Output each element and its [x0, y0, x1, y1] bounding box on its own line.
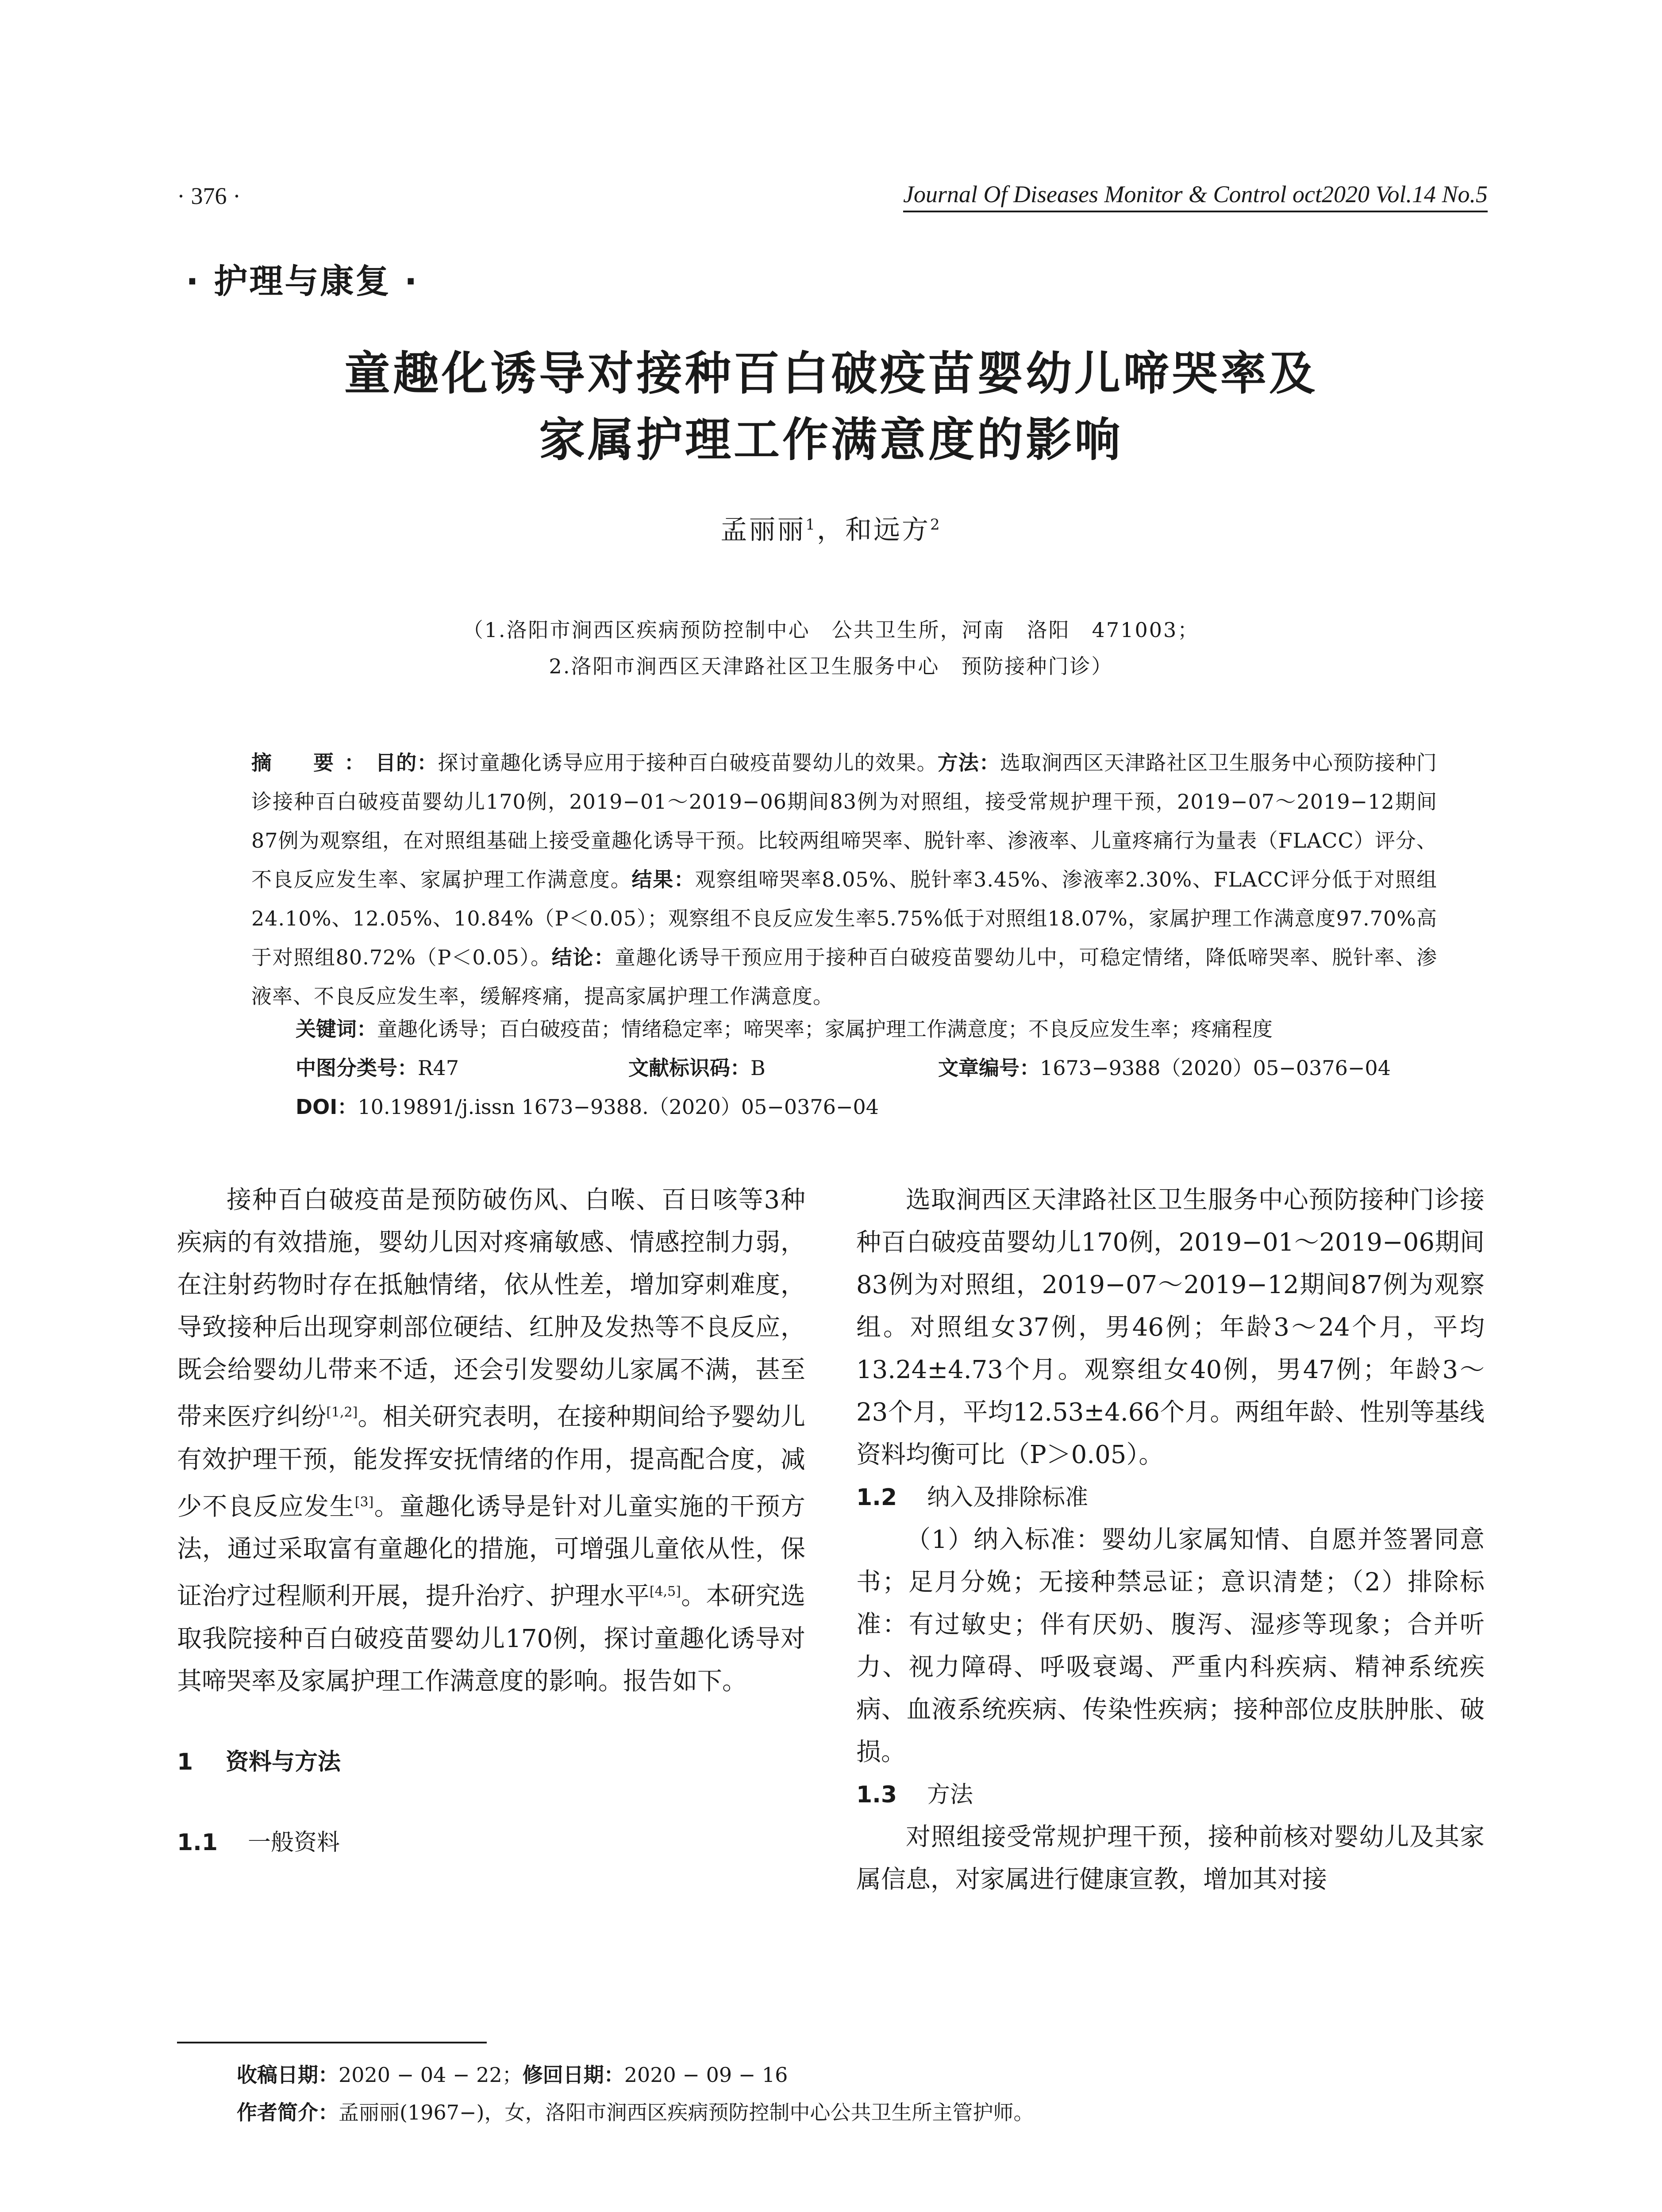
keywords [296, 1010, 1437, 1048]
abstract-label: 摘 要： [251, 751, 376, 775]
document-code [628, 1048, 766, 1087]
author-name: 孟丽丽 [720, 515, 806, 545]
intro-paragraph [177, 1179, 805, 1703]
results-text: 观察组啼哭率8.05%、脱针率3.45%、渗液率2.30%、FLACC评分低于对照组24.10%、12.05%、10.84%（P＜0.05）；观察组不良反应发生率5.75%低于对照组18.07%，家属护理工作满意度97.70%高于对照组80.72%（P＜0.05）。 [251, 868, 1438, 969]
author-affiliation-mark: 2 [930, 516, 942, 534]
section-heading-1-1 [177, 1821, 805, 1864]
article-number-label: 文章编号： [938, 1056, 1040, 1080]
section-tag: · 护理与康复 · [186, 261, 419, 301]
revised-label: 修回日期： [522, 2063, 624, 2087]
citation: [3] [354, 1494, 374, 1510]
keywords-label: 关键词： [296, 1017, 377, 1041]
methods-label: 方法： [937, 751, 1000, 775]
body-column-right [856, 1179, 1485, 1901]
article-title-line-1: 童趣化诱导对接种百白破疫苗婴幼儿啼哭率及 [344, 346, 1318, 400]
conclusion-label: 结论： [551, 945, 615, 969]
author-bio-text: 孟丽丽(1967−)，女，洛阳市涧西区疾病预防控制中心公共卫生所主管护师。 [339, 2101, 1034, 2124]
doi [296, 1087, 879, 1126]
document-code-value: B [750, 1056, 766, 1080]
section-title: 资料与方法 [226, 1748, 341, 1775]
footnote-dates [237, 2057, 788, 2093]
affiliation-line-2: 2.洛阳市涧西区天津路社区卫生服务中心 预防接种门诊） [549, 654, 1113, 678]
intro-text: 。本研究选取我院接种百白破疫苗婴幼儿170例，探讨童趣化诱导对其啼哭率及家属护理工作满意度的影响。报告如下。 [177, 1582, 805, 1696]
article-title-line-2: 家属护理工作满意度的影响 [539, 413, 1123, 467]
section-heading-1 [177, 1741, 805, 1783]
footnote-rule [177, 2042, 487, 2043]
received-label: 收稿日期： [237, 2063, 339, 2087]
author-bio-label: 作者简介： [237, 2101, 339, 2124]
general-info-paragraph: 选取涧西区天津路社区卫生服务中心预防接种门诊接种百白破疫苗婴幼儿170例，2019−01～2019−06期间83例为对照组，2019−07～2019−12期间87例为观察组。对照组女37例，男46例；年龄3～24个月，平均13.24±4.73个月。观察组女40例，男47例；年龄3～23个月，平均12.53±4.66个月。两组年龄、性别等基线资料均衡可比（P＞0.05）。 [856, 1186, 1485, 1469]
doi-label: DOI： [296, 1095, 358, 1119]
intro-text: 。童趣化诱导是针对儿童实施的干预方法，通过采取富有童趣化的措施，可增强儿童依从性，保证治疗过程顺利开展，提升治疗、护理水平 [177, 1492, 806, 1611]
conclusion-text: 童趣化诱导干预应用于接种百白破疫苗婴幼儿中，可稳定情绪，降低啼哭率、脱针率、渗液率、不良反应发生率，缓解疼痛，提高家属护理工作满意度。 [251, 945, 1437, 1008]
methods-paragraph: 对照组接受常规护理干预，接种前核对婴幼儿及其家属信息，对家属进行健康宣教，增加其对接 [856, 1823, 1485, 1894]
intro-text: 接种百白破疫苗是预防破伤风、白喉、百日咳等3种疾病的有效措施，婴幼儿因对疼痛敏感、情感控制力弱，在注射药物时存在抵触情绪，依从性差，增加穿刺难度，导致接种后出现穿刺部位硬结、红肿及发热等不良反应，既会给婴幼儿带来不适，还会引发婴幼儿家属不满，甚至带来医疗纠纷 [177, 1186, 805, 1432]
intro-text: 。相关研究表明，在接种期间给予婴幼儿有效护理干预，能发挥安抚情绪的作用，提高配合度，减少不良反应发生 [177, 1402, 805, 1521]
objective-text: 探讨童趣化诱导应用于接种百白破疫苗婴幼儿的效果。 [438, 751, 938, 775]
section-number: 1 [177, 1748, 193, 1775]
section-number: 1.1 [177, 1829, 218, 1856]
methods-text: 选取涧西区天津路社区卫生服务中心预防接种门诊接种百白破疫苗婴幼儿170例，2019−01～2019−06期间83例为对照组，接受常规护理干预，2019−07～2019−12期间87例为观察组，在对照组基础上接受童趣化诱导干预。比较两组啼哭率、脱针率、渗液率、儿童疼痛行为量表（FLACC）评分、不良反应发生率、家属护理工作满意度。 [251, 751, 1438, 891]
objective-label: 目的： [375, 751, 438, 775]
revised-date: 2020 − 09 − 16 [624, 2063, 788, 2087]
journal-running-header: Journal Of Diseases Monitor & Control oct2020 Vol.14 No.5 [903, 180, 1488, 212]
section-heading-1-3 [856, 1774, 1485, 1816]
results-label: 结果： [631, 868, 695, 891]
section-heading-1-2 [856, 1476, 1485, 1519]
author-list [0, 509, 1662, 547]
keywords-text: 童趣化诱导；百白破疫苗；情绪稳定率；啼哭率；家属护理工作满意度；不良反应发生率；疼痛程度 [377, 1017, 1273, 1041]
clc-label: 中图分类号： [296, 1056, 418, 1080]
section-title: 方法 [927, 1782, 973, 1808]
section-title: 纳入及排除标准 [927, 1484, 1089, 1511]
doi-value: 10.19891/j.issn 1673−9388.（2020）05−0376−04 [358, 1095, 879, 1119]
received-date: 2020 − 04 − 22； [339, 2063, 523, 2087]
criteria-paragraph: （1）纳入标准：婴幼儿家属知情、自愿并签署同意书；足月分娩；无接种禁忌证；意识清楚；（2）排除标准：有过敏史；伴有厌奶、腹泻、湿疹等现象；合并听力、视力障碍、呼吸衰竭、严重内科疾病、精神系统疾病、血液系统疾病、传染性疾病；接种部位皮肤肿胀、破损。 [856, 1525, 1485, 1767]
article-number-value: 1673−9388（2020）05−0376−04 [1040, 1056, 1391, 1080]
body-column-left [177, 1179, 805, 1864]
affiliation-line-1: （1.洛阳市涧西区疾病预防控制中心 公共卫生所，河南 洛阳 471003； [462, 618, 1200, 642]
citation: [1,2] [326, 1405, 358, 1420]
section-title: 一般资料 [248, 1829, 340, 1856]
page-number: · 376 · [177, 183, 241, 209]
author-name: 和远方 [845, 515, 930, 545]
citation: [4,5] [649, 1584, 681, 1600]
clc-value: R47 [418, 1056, 459, 1080]
document-code-label: 文献标识码： [628, 1056, 750, 1080]
clc-number [296, 1048, 459, 1087]
article-number [938, 1048, 1391, 1087]
abstract [251, 743, 1437, 1016]
footnote-author-bio [237, 2095, 1034, 2130]
section-number: 1.2 [856, 1484, 897, 1511]
section-number: 1.3 [856, 1782, 897, 1808]
author-separator: ， [817, 515, 845, 545]
author-affiliation-mark: 1 [805, 516, 817, 534]
